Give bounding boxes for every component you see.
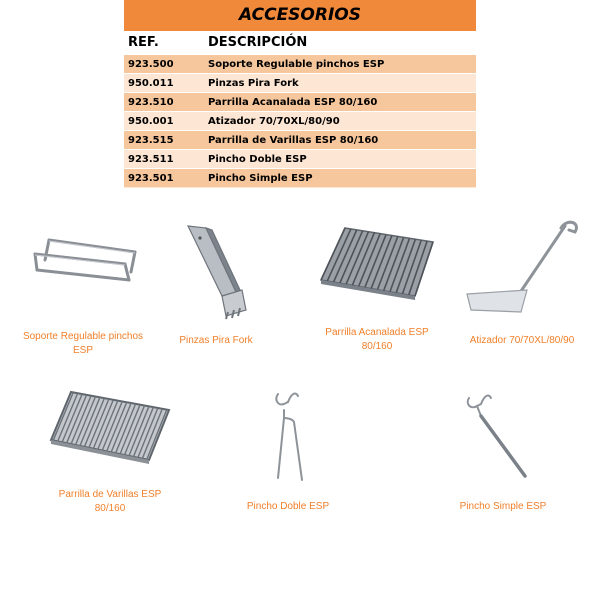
product-caption: Pinzas Pira Fork bbox=[179, 335, 253, 346]
row-description: Soporte Regulable pinchos ESP bbox=[208, 58, 385, 70]
row-description: Pincho Doble ESP bbox=[208, 153, 307, 165]
table-header bbox=[124, 31, 476, 54]
row-ref: 950.011 bbox=[128, 77, 174, 89]
double-skewer-icon bbox=[248, 388, 328, 488]
row-description: Pincho Simple ESP bbox=[208, 172, 313, 184]
row-ref: 923.501 bbox=[128, 172, 174, 184]
header-description: DESCRIPCIÓN bbox=[208, 35, 308, 50]
product-card bbox=[448, 388, 558, 514]
product-card bbox=[312, 222, 442, 354]
accessories-table bbox=[124, 0, 476, 188]
skewer-support-icon bbox=[23, 226, 143, 326]
product-caption: Parrilla Acanalada ESP 80/160 bbox=[325, 327, 429, 352]
row-ref: 923.510 bbox=[128, 96, 174, 108]
product-caption: Pincho Simple ESP bbox=[459, 501, 547, 512]
table-row bbox=[124, 168, 476, 188]
table-title: ACCESORIOS bbox=[124, 0, 476, 31]
row-ref: 923.515 bbox=[128, 134, 174, 146]
tongs-icon bbox=[176, 220, 256, 320]
row-description: Pinzas Pira Fork bbox=[208, 77, 299, 89]
row-description: Parrilla Acanalada ESP 80/160 bbox=[208, 96, 378, 108]
product-caption: Soporte Regulable pinchos ESP bbox=[22, 331, 144, 356]
table-row bbox=[124, 149, 476, 168]
row-ref: 923.511 bbox=[128, 153, 174, 165]
product-card bbox=[40, 384, 180, 516]
row-description: Atizador 70/70XL/80/90 bbox=[208, 115, 340, 127]
product-caption: Pincho Doble ESP bbox=[246, 501, 330, 512]
table-row bbox=[124, 130, 476, 149]
row-ref: 923.500 bbox=[128, 58, 174, 70]
product-card bbox=[238, 388, 338, 514]
table-row bbox=[124, 92, 476, 111]
table-row bbox=[124, 73, 476, 92]
poker-icon bbox=[457, 216, 587, 320]
header-ref: REF. bbox=[128, 35, 159, 50]
row-ref: 950.001 bbox=[128, 115, 174, 127]
single-skewer-icon bbox=[453, 388, 553, 488]
table-row bbox=[124, 111, 476, 130]
rod-grill-icon bbox=[45, 384, 175, 468]
product-caption: Atizador 70/70XL/80/90 bbox=[469, 335, 575, 346]
product-card bbox=[18, 226, 148, 358]
table-row bbox=[124, 54, 476, 73]
grooved-grill-icon bbox=[315, 222, 439, 306]
product-card bbox=[452, 216, 592, 348]
row-description: Parrilla de Varillas ESP 80/160 bbox=[208, 134, 379, 146]
product-caption: Parrilla de Varillas ESP 80/160 bbox=[58, 489, 162, 514]
product-card bbox=[170, 220, 262, 348]
